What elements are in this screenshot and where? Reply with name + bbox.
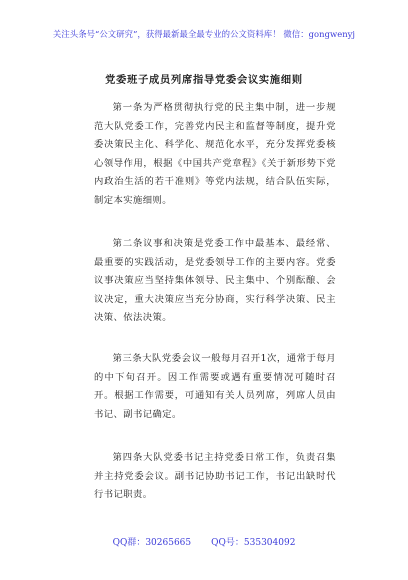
footer-qq-number: QQ号：535304092 <box>211 538 296 548</box>
header-banner: 关注头条号“公文研究”，获得最新最全最专业的公文资料库！ 微信：gongwenyj <box>52 29 356 39</box>
article-paragraph-4: 第四条大队党委书记主持党委日常工作，负责召集并主持党委会议。副书记协助书记工作，书记出缺时代行书记职责。 <box>94 452 336 501</box>
article-paragraph-2: 第二条议事和决策是党委工作中最基本、最经常、最重要的实践活动，是党委领导工作的主要内容。党委议事决策应当坚持集体领导、民主集中、个别酝酿、会议决定，重大决策应当充分协商，实行科学决策、民主决策、依法决策。 <box>94 238 336 324</box>
footer-contact <box>0 535 408 548</box>
document-title: 党委班子成员列席指导党委会议实施细则 <box>105 74 303 86</box>
article-paragraph-1: 第一条为严格贯彻执行党的民主集中制，进一步规范大队党委工作，完善党内民主和监督等制度，提升党委决策民主化、科学化、规范化水平，充分发挥党委核心领导作用，根据《中国共产党章程》《关于新形势下党内政治生活的若干准则》等党内法规，结合队伍实际，制定本实施细则。 <box>94 102 336 206</box>
article-paragraph-3: 第三条大队党委会议一般每月召开1次，通常于每月的中下旬召开。因工作需要或遇有重要情况可随时召开。根据工作需要，可通知有关人员列席，列席人员由书记、副书记确定。 <box>94 353 336 420</box>
footer-qq-group: QQ群：30265665 <box>112 538 192 548</box>
